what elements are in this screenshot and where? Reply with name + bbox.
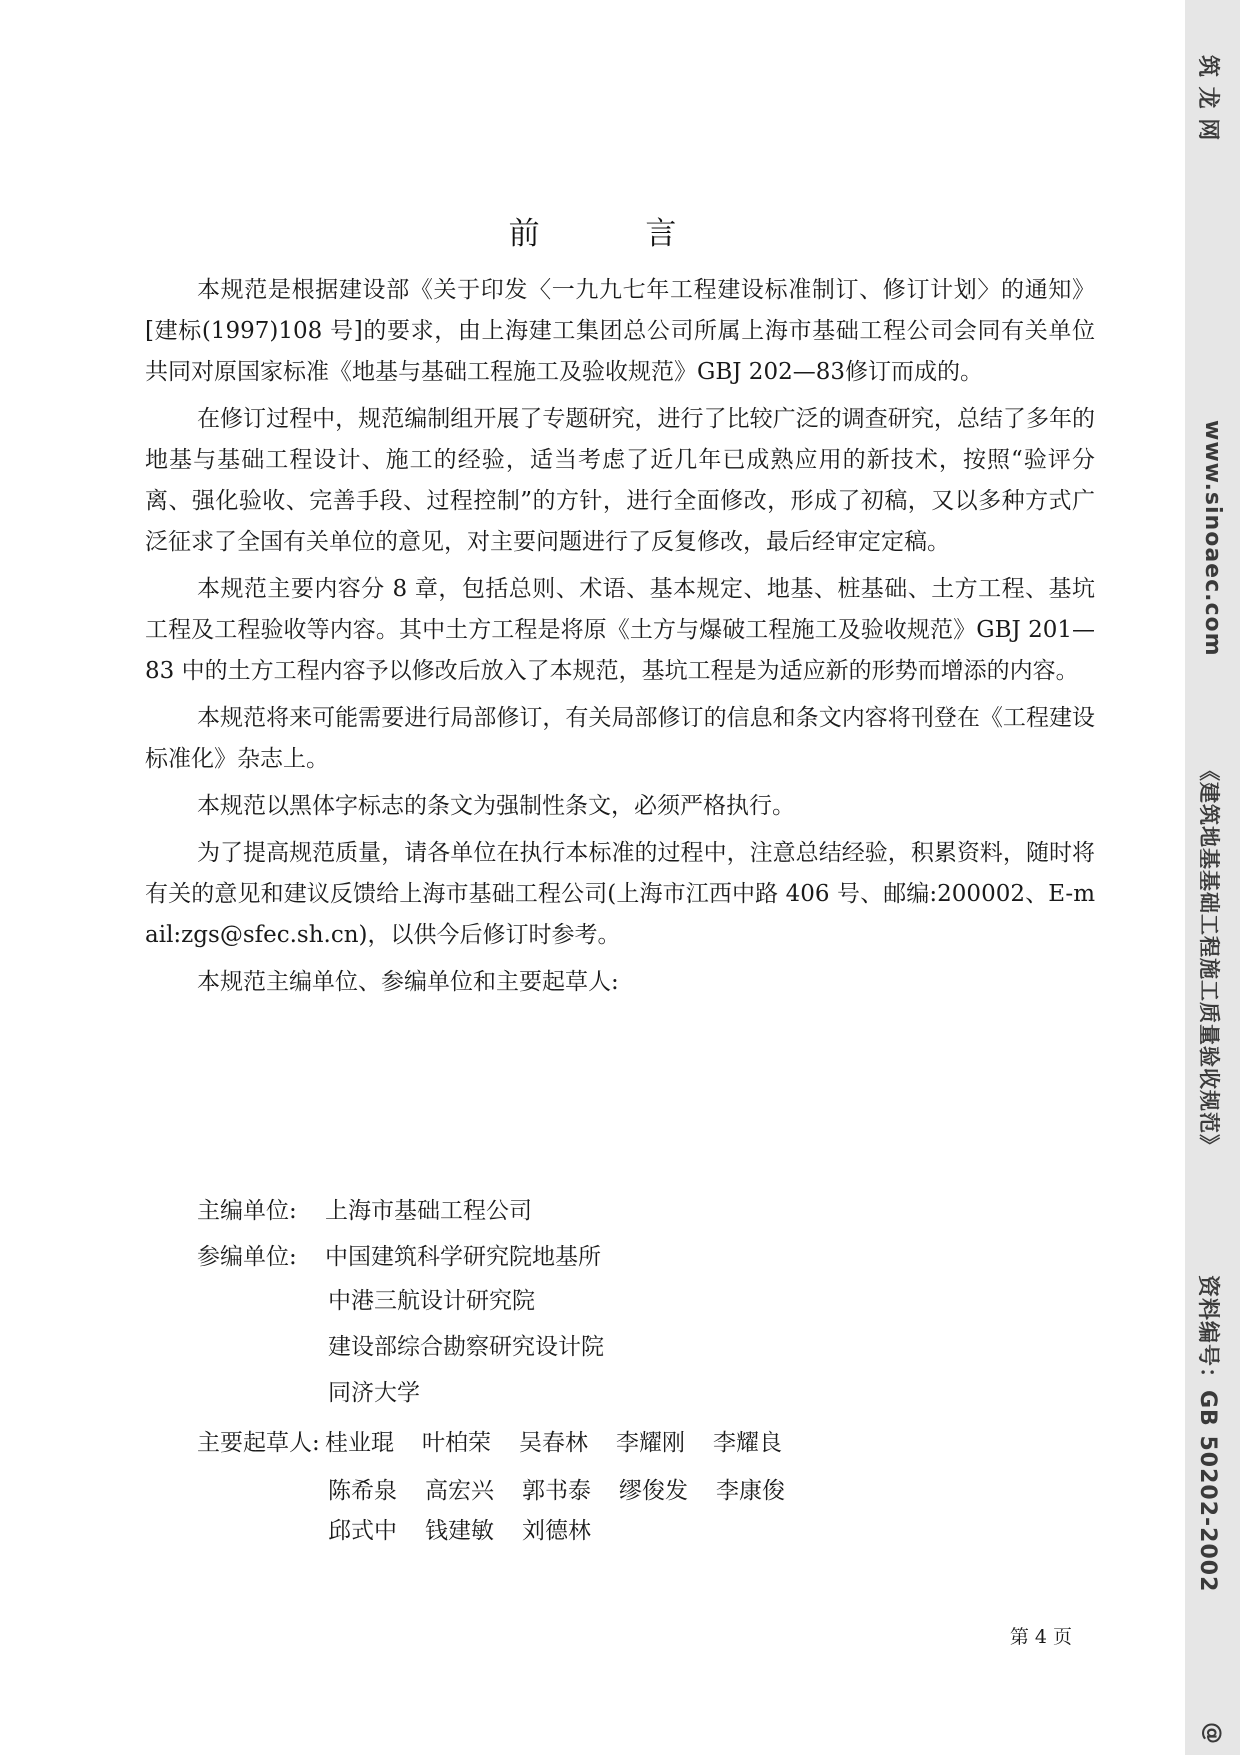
paragraph: 本规范以黑体字标志的条文为强制性条文，必须严格执行。 [197,793,795,819]
drafter-name: 钱建敏 [425,1518,494,1544]
participating-unit: 中国建筑科学研究院地基所 [325,1244,601,1270]
watermark-code: 资料编号：GB 50202-2002 [1195,1275,1220,1593]
drafter-name: 叶柏荣 [422,1430,491,1456]
page-number: 第 4 页 [1009,1626,1072,1648]
paragraph: 为了提高规范质量，请各单位在执行本标准的过程中，注意总结经验，积累资料，随时将有关的意见和建议反馈给上海市基础工程公司(上海市江西中路 406 号、邮编:200002、E-mail:zgs@sfec.sh.cn)，以供今后修订时参考。 [145,840,1095,948]
paragraph: 本规范主要内容分 8 章，包括总则、术语、基本规定、地基、桩基础、土方工程、基坑工程及工程验收等内容。其中土方工程是将原《土方与爆破工程施工及验收规范》GBJ 201—83 中的土方工程内容予以修改后放入了本规范，基坑工程是为适应新的形势而增添的内容。 [145,576,1095,684]
drafters-row [328,1512,619,1545]
drafter-name: 桂业琨 [325,1430,394,1456]
preface-body [145,270,1095,1009]
drafters-row [197,1424,810,1457]
chief-unit-row [197,1192,532,1225]
drafter-name: 吴春林 [519,1430,588,1456]
watermark-mark: @ [1200,1722,1225,1745]
drafter-name: 李康俊 [716,1478,785,1504]
watermark-url: www.sinoaec.com [1200,420,1225,657]
chief-unit-label: 主编单位: [197,1198,297,1224]
drafter-name: 刘德林 [522,1518,591,1544]
paragraph: 本规范将来可能需要进行局部修订，有关局部修订的信息和条文内容将刊登在《工程建设标准化》杂志上。 [145,705,1095,772]
drafter-name: 李耀良 [713,1430,782,1456]
watermark-sidebar [1185,0,1240,1755]
drafter-name: 高宏兴 [425,1478,494,1504]
participating-unit: 建设部综合勘察研究设计院 [328,1334,604,1360]
paragraph: 在修订过程中，规范编制组开展了专题研究，进行了比较广泛的调查研究，总结了多年的地基与基础工程设计、施工的经验，适当考虑了近几年已成熟应用的新技术，按照“验评分离、强化验收、完善手段、过程控制”的方针，进行全面修改，形成了初稿，又以多种方式广泛征求了全国有关单位的意见，对主要问题进行了反复修改，最后经审定定稿。 [145,406,1095,555]
drafter-name: 缪俊发 [619,1478,688,1504]
drafter-name: 李耀刚 [616,1430,685,1456]
paragraph: 本规范主编单位、参编单位和主要起草人: [197,969,619,995]
participating-units-row [197,1238,601,1271]
paragraph: 本规范是根据建设部《关于印发〈一九九七年工程建设标准制订、修订计划〉的通知》[建标(1997)108 号]的要求，由上海建工集团总公司所属上海市基础工程公司会同有关单位共同对原国家标准《地基与基础工程施工及验收规范》GBJ 202—83修订而成的。 [145,277,1095,385]
participating-unit: 中港三航设计研究院 [328,1288,535,1314]
drafters-row [328,1472,813,1505]
drafter-name: 邱式中 [328,1518,397,1544]
watermark-book: 《建筑地基基础工程施工质量验收规范》 [1197,760,1221,1156]
participating-unit: 同济大学 [328,1380,420,1406]
drafter-name: 陈希泉 [328,1478,397,1504]
watermark-site: 筑 龙 网 [1195,55,1220,142]
page-title: 前 言 [508,216,725,252]
drafter-name: 郭书泰 [522,1478,591,1504]
participating-units-label: 参编单位: [197,1244,297,1270]
drafters-label: 主要起草人: [197,1430,320,1456]
chief-unit-value: 上海市基础工程公司 [325,1198,532,1224]
